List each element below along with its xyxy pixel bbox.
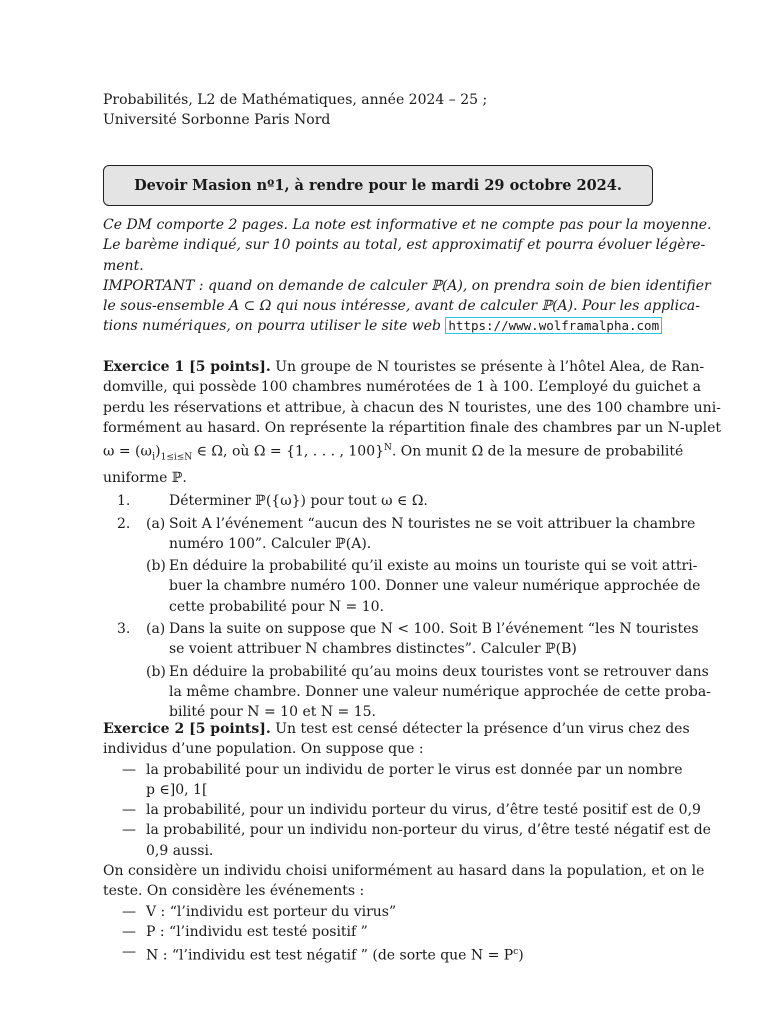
exercise-1-line: formément au hasard. On représente la répartition finale des chambres par un N-uplet bbox=[103, 419, 721, 436]
exercise-1-line: uniforme ℙ. bbox=[103, 469, 187, 486]
dash-bullet: — bbox=[122, 822, 136, 839]
math-text: . On munit Ω de la mesure de probabilité bbox=[391, 443, 684, 460]
exercise-1-label: Exercice 1 [5 points]. bbox=[103, 359, 271, 375]
subquestion-label: (a) bbox=[146, 515, 166, 532]
hypothesis-item bbox=[103, 760, 683, 801]
hypothesis-item bbox=[103, 820, 711, 861]
question-number: 2. bbox=[117, 515, 131, 532]
intro-line: Ce DM comporte 2 pages. La note est informative et ne compte pas pour la moyenne. bbox=[103, 217, 712, 233]
dash-bullet: — bbox=[122, 761, 136, 778]
event-item bbox=[103, 942, 655, 966]
question-text: Dans la suite on suppose que N < 100. Soit B l’événement “les N touristes bbox=[169, 621, 699, 638]
exercise-2 bbox=[103, 719, 711, 966]
intro-line: IMPORTANT : quand on demande de calculer ℙ(A), on prendra soin de bien identifier bbox=[103, 277, 711, 294]
event-text bbox=[146, 942, 655, 966]
math-sup: N bbox=[384, 443, 392, 454]
hypothesis-text: la probabilité, pour un individu porteur du virus, d’être testé positif est de 0,9 bbox=[146, 802, 701, 819]
question-text: la même chambre. Donner une valeur numérique approchée de cette proba- bbox=[169, 683, 711, 700]
question-text: En déduire la probabilité qu’au moins deux touristes vont se retrouver dans bbox=[169, 663, 709, 680]
subquestion-label: (b) bbox=[146, 663, 166, 680]
exercise-1 bbox=[103, 357, 721, 723]
question-text: bilité pour N = 10 et N = 15. bbox=[169, 704, 376, 721]
exercise-1-line: domville, qui possède 100 chambres numérotées de 1 à 100. L’employé du guichet a bbox=[103, 379, 702, 396]
question-number: 3. bbox=[117, 621, 131, 638]
course-header bbox=[103, 90, 655, 131]
dash-bullet: — bbox=[122, 944, 136, 961]
question-3b bbox=[103, 662, 711, 723]
exercise-2-line: teste. On considère les événements : bbox=[103, 883, 365, 900]
exercise-2-first-line bbox=[103, 719, 690, 739]
question-2a bbox=[103, 514, 696, 555]
dash-bullet: — bbox=[122, 802, 136, 819]
exercise-1-text: Un groupe de N touristes se présente à l’hôtel Alea, de Ran- bbox=[270, 359, 705, 375]
exercise-2-text: Un test est censé détecter la présence d’un virus chez des bbox=[270, 721, 690, 737]
question-text: cette probabilité pour N = 10. bbox=[169, 598, 384, 615]
intro-line: ment. bbox=[103, 257, 144, 274]
event-text: P : “l’individu est testé positif ” bbox=[146, 923, 368, 940]
event-text: V : “l’individu est porteur du virus” bbox=[146, 903, 397, 920]
event-item bbox=[103, 922, 655, 942]
subquestion-label: (b) bbox=[146, 558, 166, 575]
wolframalpha-link[interactable]: https://www.wolframalpha.com bbox=[445, 317, 662, 334]
math-sub: i bbox=[151, 451, 156, 463]
dash-bullet: — bbox=[122, 923, 136, 940]
hypothesis-text: p ∈]0, 1[ bbox=[146, 781, 208, 798]
exercise-2-line: On considère un individu choisi uniformément au hasard dans la population, et on le bbox=[103, 863, 705, 880]
intro-line-last bbox=[103, 316, 660, 336]
question-text: Déterminer ℙ({ω}) pour tout ω ∈ Ω. bbox=[169, 493, 428, 510]
university-line: Université Sorbonne Paris Nord bbox=[103, 112, 331, 129]
hypothesis-text: 0,9 aussi. bbox=[146, 842, 214, 859]
question-3a bbox=[103, 619, 699, 660]
question-text: buer la chambre numéro 100. Donner une valeur numérique approchée de bbox=[169, 578, 701, 595]
math-sup: c bbox=[513, 947, 519, 958]
hypothesis-text: la probabilité pour un individu de porter le virus est donnée par un nombre bbox=[146, 761, 683, 778]
instructions bbox=[103, 215, 712, 337]
math-text: N : “l’individu est test négatif ” (de sorte que N = P bbox=[146, 947, 514, 964]
subquestion-label: (a) bbox=[146, 621, 166, 638]
question-2b bbox=[103, 556, 701, 617]
math-sub: 1≤i≤N bbox=[160, 452, 193, 463]
hypothesis-item bbox=[103, 800, 701, 820]
intro-line: le sous-ensemble A ⊂ Ω qui nous intéresse, avant de calculer ℙ(A). Pour les applica- bbox=[103, 298, 700, 315]
course-line: Probabilités, L2 de Mathématiques, année 2024 – 25 ; bbox=[103, 92, 488, 108]
math-text: ) bbox=[155, 443, 161, 460]
exercise-1-line: perdu les réservations et attribue, à chacun des N touristes, une des 100 chambre uni- bbox=[103, 399, 721, 416]
question-text: se voient attribuer N chambres distinctes”. Calculer ℙ(B) bbox=[169, 641, 577, 658]
exercise-1-first-line bbox=[103, 357, 705, 377]
exercise-2-line: individus d’une population. On suppose que : bbox=[103, 741, 424, 758]
math-text: ω = (ω bbox=[103, 443, 152, 460]
dash-bullet: — bbox=[122, 903, 136, 920]
math-text: ∈ Ω, où Ω = {1, . . . , 100} bbox=[192, 443, 385, 460]
question-text: numéro 100”. Calculer ℙ(A). bbox=[169, 535, 372, 552]
hypothesis-text: la probabilité, pour un individu non-porteur du virus, d’être testé négatif est de bbox=[146, 822, 711, 839]
math-text: ) bbox=[518, 947, 524, 964]
question-1 bbox=[103, 491, 655, 511]
event-item bbox=[103, 902, 655, 922]
intro-line: Le barème indiqué, sur 10 points au total, est approximatif et pourra évoluer légère- bbox=[103, 237, 706, 254]
question-text: Soit A l’événement “aucun des N touristes ne se voit attribuer la chambre bbox=[169, 515, 696, 532]
exercise-2-label: Exercice 2 [5 points]. bbox=[103, 721, 271, 737]
question-number: 1. bbox=[117, 493, 131, 510]
omega-definition-line bbox=[103, 438, 684, 468]
intro-text: tions numériques, on pourra utiliser le site web bbox=[103, 318, 446, 335]
assignment-title: Devoir Masion nº1, à rendre pour le mardi 29 octobre 2024. bbox=[103, 165, 653, 206]
question-text: En déduire la probabilité qu’il existe au moins un touriste qui se voit attri- bbox=[169, 558, 698, 575]
